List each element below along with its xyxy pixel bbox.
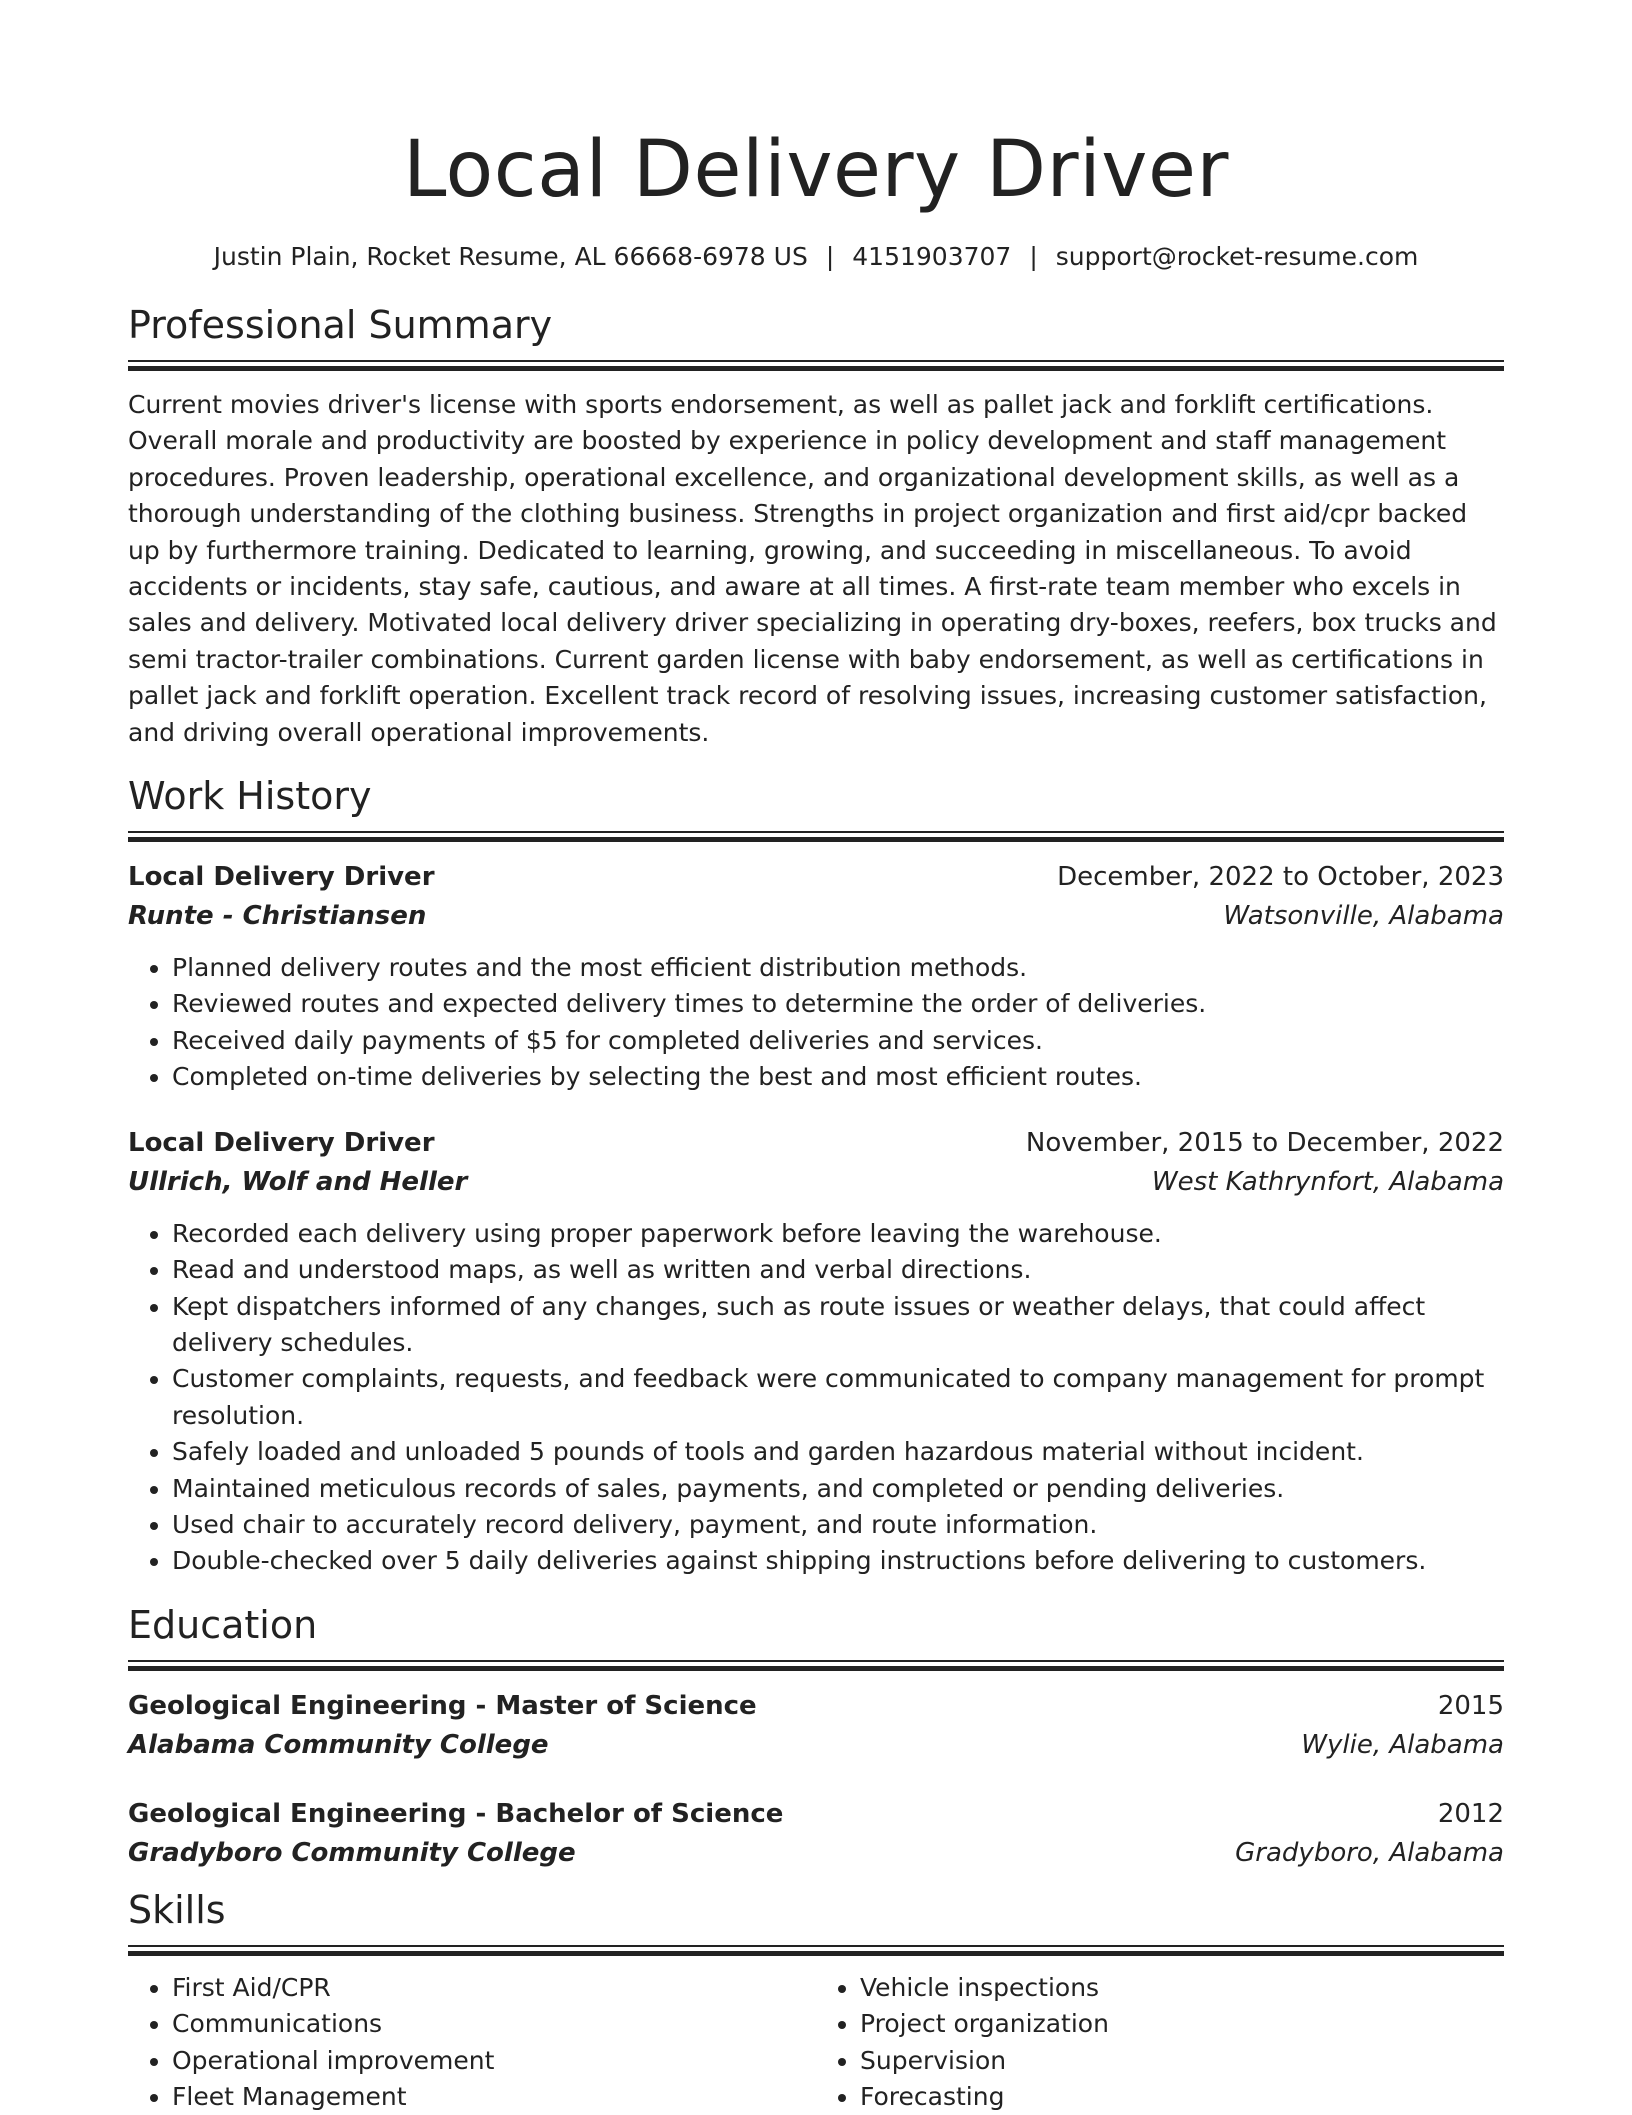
job-title: Local Delivery Driver xyxy=(128,1127,435,1158)
resume-title: Local Delivery Driver xyxy=(402,125,1230,215)
skills-column-left xyxy=(128,1970,816,2115)
education-entry xyxy=(128,1687,1504,1765)
job-subheader xyxy=(128,896,1504,936)
job-duty: • Double-checked over 5 daily deliveries against shipping instructions before delivering to customers. xyxy=(172,1543,1504,1579)
summary-section xyxy=(128,302,1504,751)
skill-item: • Project organization xyxy=(860,2006,1504,2042)
graduation-year: 2015 xyxy=(1437,1690,1504,1721)
job-duties xyxy=(128,950,1504,1096)
job-employer: Ullrich, Wolf and Heller xyxy=(128,1166,468,1197)
school-name: Alabama Community College xyxy=(128,1729,549,1760)
school-name: Gradyboro Community College xyxy=(128,1837,576,1868)
job-title: Local Delivery Driver xyxy=(128,862,435,893)
education-header xyxy=(128,1687,1504,1725)
job-duty: • Read and understood maps, as well as written and verbal directions. xyxy=(172,1252,1504,1288)
skills-heading: Skills xyxy=(128,1887,226,1932)
skill-item: • Communications xyxy=(172,2006,816,2042)
job-duty: • Reviewed routes and expected delivery times to determine the order of deliveries. xyxy=(172,986,1504,1022)
section-divider xyxy=(128,360,1504,371)
skill-item: • Fleet Management xyxy=(172,2079,816,2115)
education-section xyxy=(128,1602,1504,1873)
job-duty: • Planned delivery routes and the most efficient distribution methods. xyxy=(172,950,1504,986)
education-subheader xyxy=(128,1725,1504,1765)
job-duty: • Received daily payments of $5 for completed deliveries and services. xyxy=(172,1023,1504,1059)
section-divider xyxy=(128,831,1504,842)
job-employer: Runte - Christiansen xyxy=(128,901,427,932)
contact-email[interactable]: support@rocket-resume.com xyxy=(1055,242,1419,271)
contact-address: Justin Plain, Rocket Resume, AL 66668-6978 US xyxy=(213,242,808,271)
job-location: Watsonville, Alabama xyxy=(1223,901,1504,932)
education-heading: Education xyxy=(128,1602,318,1647)
skills-columns xyxy=(128,1970,1504,2115)
job-duty: • Recorded each delivery using proper paperwork before leaving the warehouse. xyxy=(172,1216,1504,1252)
school-location: Wylie, Alabama xyxy=(1301,1729,1504,1760)
job-location: West Kathrynfort, Alabama xyxy=(1151,1166,1504,1197)
job-dates: December, 2022 to October, 2023 xyxy=(1057,862,1504,893)
job-entry xyxy=(128,1124,1504,1580)
job-entry xyxy=(128,858,1504,1096)
work-history-heading: Work History xyxy=(128,774,372,819)
work-history-section xyxy=(128,773,1504,1580)
section-divider xyxy=(128,1660,1504,1671)
job-duty: • Kept dispatchers informed of any changes, such as route issues or weather delays, that could affect delivery schedules. xyxy=(172,1289,1504,1362)
job-duty: • Maintained meticulous records of sales, payments, and completed or pending deliveries. xyxy=(172,1471,1504,1507)
job-subheader xyxy=(128,1162,1504,1202)
contact-separator: | xyxy=(1029,242,1038,271)
skills-column-right xyxy=(816,1970,1504,2115)
job-duty: • Safely loaded and unloaded 5 pounds of tools and garden hazardous material without incident. xyxy=(172,1434,1504,1470)
skill-item: • First Aid/CPR xyxy=(172,1970,816,2006)
job-header xyxy=(128,1124,1504,1162)
job-duty: • Completed on-time deliveries by selecting the best and most efficient routes. xyxy=(172,1059,1504,1095)
skill-item: • Vehicle inspections xyxy=(860,1970,1504,2006)
school-location: Gradyboro, Alabama xyxy=(1235,1837,1504,1868)
contact-line xyxy=(128,240,1504,274)
skill-item: • Forecasting xyxy=(860,2079,1504,2115)
job-duty: • Customer complaints, requests, and feedback were communicated to company management for prompt resolution. xyxy=(172,1361,1504,1434)
graduation-year: 2012 xyxy=(1437,1798,1504,1829)
contact-phone: 4151903707 xyxy=(852,242,1012,271)
degree: Geological Engineering - Master of Science xyxy=(128,1690,757,1721)
section-divider xyxy=(128,1945,1504,1956)
education-header xyxy=(128,1795,1504,1833)
job-header xyxy=(128,858,1504,896)
job-duties xyxy=(128,1216,1504,1580)
education-entry xyxy=(128,1795,1504,1873)
summary-heading: Professional Summary xyxy=(128,303,553,347)
job-duty: • Used chair to accurately record delivery, payment, and route information. xyxy=(172,1507,1504,1543)
contact-separator: | xyxy=(825,242,835,271)
degree: Geological Engineering - Bachelor of Science xyxy=(128,1798,784,1829)
job-dates: November, 2015 to December, 2022 xyxy=(1025,1127,1504,1158)
skill-item: • Operational improvement xyxy=(172,2043,816,2079)
skill-item: • Supervision xyxy=(860,2043,1504,2079)
summary-text: Current movies driver's license with sports endorsement, as well as pallet jack and forklift certifications. Overall morale and productivity are boosted by experience in policy development and staff management procedures. Proven leadership, operational excellence, and organizational development skills, as well as a thorough understanding of the clothing business. Strengths in project organization and first aid/cpr backed up by furthermore training. Dedicated to learning, growing, and succeeding in miscellaneous. To avoid accidents or incidents, stay safe, cautious, and aware at all times. A first-rate team member who excels in sales and delivery. Motivated local delivery driver specializing in operating dry-boxes, reefers, box trucks and semi tractor-trailer combinations. Current garden license with baby endorsement, as well as certifications in pallet jack and forklift operation. Excellent track record of resolving issues, increasing customer satisfaction, and driving overall operational improvements. xyxy=(128,390,1497,747)
skills-section xyxy=(128,1887,1504,2115)
education-subheader xyxy=(128,1833,1504,1873)
